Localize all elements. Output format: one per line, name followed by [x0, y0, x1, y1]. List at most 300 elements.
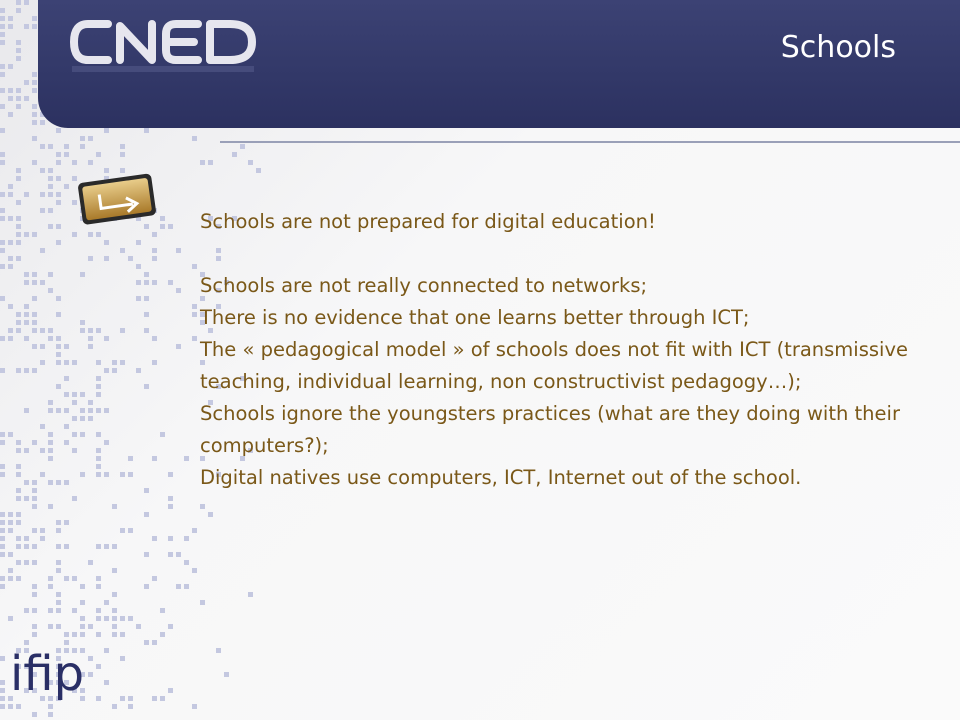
decor-dot [120, 328, 125, 333]
decor-dot [136, 264, 141, 269]
decor-dot [160, 216, 165, 221]
decor-dot [32, 16, 37, 21]
decor-dot [24, 304, 29, 309]
decor-dot [144, 384, 149, 389]
decor-dot [0, 432, 5, 437]
decor-dot [8, 16, 13, 21]
decor-dot [104, 256, 109, 261]
decor-dot [96, 464, 101, 469]
decor-dot [168, 496, 173, 501]
decor-dot [168, 224, 173, 229]
decor-dot [56, 600, 61, 605]
decor-dot [32, 592, 37, 597]
decor-dot [192, 568, 197, 573]
decor-dot [16, 496, 21, 501]
decor-dot [0, 696, 5, 701]
decor-dot [64, 576, 69, 581]
decor-dot [144, 128, 149, 133]
decor-dot [0, 24, 5, 29]
body-line: The « pedagogical model » of schools does not fit with ICT (transmissive teaching, individual learning, non constructivist pedagogy…); [200, 338, 908, 393]
decor-dot [24, 448, 29, 453]
decor-dot [152, 536, 157, 541]
decor-dot [96, 544, 101, 549]
decor-dot [96, 232, 101, 237]
decor-dot [128, 528, 133, 533]
decor-dot [16, 512, 21, 517]
decor-dot [120, 632, 125, 637]
decor-dot [80, 144, 85, 149]
decor-dot [32, 480, 37, 485]
decor-dot [32, 608, 37, 613]
decor-dot [184, 560, 189, 565]
decor-dot [128, 456, 133, 461]
decor-dot [8, 336, 13, 341]
decor-dot [32, 80, 37, 85]
decor-dot [160, 632, 165, 637]
decor-dot [80, 136, 85, 141]
decor-dot [152, 360, 157, 365]
decor-dot [24, 640, 29, 645]
decor-dot [168, 552, 173, 557]
decor-dot [96, 376, 101, 381]
decor-dot [72, 608, 77, 613]
decor-dot [72, 160, 77, 165]
decor-dot [176, 248, 181, 253]
decor-dot [152, 696, 157, 701]
decor-dot [16, 56, 21, 61]
decor-dot [56, 224, 61, 229]
decor-dot [88, 672, 93, 677]
decor-dot [136, 240, 141, 245]
decor-dot [192, 312, 197, 317]
decor-dot [0, 440, 5, 445]
decor-dot [72, 496, 77, 501]
decor-dot [8, 216, 13, 221]
decor-dot [0, 216, 5, 221]
decor-dot [96, 584, 101, 589]
decor-dot [48, 440, 53, 445]
decor-dot [40, 344, 45, 349]
decor-dot [32, 24, 37, 29]
decor-dot [0, 16, 5, 21]
decor-dot [24, 336, 29, 341]
decor-dot [0, 40, 5, 45]
decor-dot [0, 688, 5, 693]
decor-dot [168, 536, 173, 541]
decor-dot [64, 184, 69, 189]
decor-dot [152, 248, 157, 253]
decor-dot [32, 584, 37, 589]
decor-dot [16, 368, 21, 373]
body-line: Digital natives use computers, ICT, Internet out of the school. [200, 466, 802, 489]
decor-dot [24, 608, 29, 613]
decor-dot [56, 360, 61, 365]
decor-dot [40, 472, 45, 477]
decor-dot [24, 80, 29, 85]
decor-dot [40, 536, 45, 541]
decor-dot [8, 304, 13, 309]
decor-dot [136, 296, 141, 301]
cned-logo [68, 12, 268, 76]
decor-dot [72, 448, 77, 453]
decor-dot [16, 704, 21, 709]
body-line: Schools ignore the youngsters practices (what are they doing with their computers?); [200, 402, 900, 457]
decor-dot [24, 24, 29, 29]
decor-dot [56, 152, 61, 157]
decor-dot [56, 128, 61, 133]
decor-dot [64, 632, 69, 637]
decor-dot [16, 224, 21, 229]
decor-dot [24, 320, 29, 325]
decor-dot [40, 280, 45, 285]
decor-dot [80, 416, 85, 421]
decor-dot [8, 112, 13, 117]
decor-dot [48, 624, 53, 629]
decor-dot [8, 88, 13, 93]
decor-dot [48, 336, 53, 341]
decor-dot [0, 584, 5, 589]
decor-dot [24, 0, 29, 5]
decor-dot [160, 608, 165, 613]
decor-dot [152, 336, 157, 341]
decor-dot [96, 408, 101, 413]
decor-dot [184, 456, 189, 461]
decor-dot [40, 360, 45, 365]
decor-dot [32, 112, 37, 117]
slide-body [200, 206, 935, 494]
decor-dot [0, 368, 5, 373]
decor-dot [80, 632, 85, 637]
decor-dot [16, 312, 21, 317]
decor-dot [144, 296, 149, 301]
decor-dot [0, 296, 5, 301]
decor-dot [16, 240, 21, 245]
decor-dot [56, 384, 61, 389]
decor-dot [168, 280, 173, 285]
decor-dot [64, 144, 69, 149]
decor-dot [0, 240, 5, 245]
decor-dot [96, 392, 101, 397]
decor-dot [72, 392, 77, 397]
body-headline: Schools are not prepared for digital education! [200, 210, 656, 233]
body-line: There is no evidence that one learns better through ICT; [200, 306, 750, 329]
decor-dot [24, 560, 29, 565]
decor-dot [144, 640, 149, 645]
decor-dot [48, 288, 53, 293]
decor-dot [120, 472, 125, 477]
decor-dot [24, 480, 29, 485]
decor-dot [56, 560, 61, 565]
decor-dot [112, 616, 117, 621]
decor-dot [40, 248, 45, 253]
decor-dot [112, 632, 117, 637]
decor-dot [48, 432, 53, 437]
decor-dot [0, 208, 5, 213]
decor-dot [64, 360, 69, 365]
decor-dot [80, 616, 85, 621]
decor-dot [80, 472, 85, 477]
decor-dot [176, 552, 181, 557]
decor-dot [88, 160, 93, 165]
decor-dot [144, 584, 149, 589]
decor-dot [0, 128, 5, 133]
decor-dot [104, 240, 109, 245]
decor-dot [176, 584, 181, 589]
decor-dot [0, 248, 5, 253]
decor-dot [8, 552, 13, 557]
decor-dot [152, 576, 157, 581]
decor-dot [0, 576, 5, 581]
decor-dot [128, 696, 133, 701]
header-divider [220, 141, 960, 143]
decor-dot [32, 296, 37, 301]
decor-dot [56, 592, 61, 597]
decor-dot [48, 704, 53, 709]
decor-dot [192, 704, 197, 709]
decor-dot [80, 328, 85, 333]
decor-dot [208, 160, 213, 165]
decor-dot [24, 544, 29, 549]
decor-dot [88, 656, 93, 661]
decor-dot [16, 96, 21, 101]
decor-dot [240, 144, 245, 149]
decor-dot [152, 280, 157, 285]
decor-dot [184, 584, 189, 589]
decor-dot [32, 72, 37, 77]
decor-dot [104, 680, 109, 685]
decor-dot [24, 496, 29, 501]
decor-dot [128, 616, 133, 621]
decor-dot [32, 272, 37, 277]
decor-dot [16, 448, 21, 453]
decor-dot [112, 704, 117, 709]
decor-dot [192, 304, 197, 309]
decor-dot [32, 504, 37, 509]
decor-dot [0, 520, 5, 525]
decor-dot [32, 544, 37, 549]
decor-dot [112, 544, 117, 549]
decor-dot [56, 312, 61, 317]
decor-dot [8, 240, 13, 245]
decor-dot [176, 344, 181, 349]
decor-dot [24, 96, 29, 101]
decor-dot [80, 432, 85, 437]
decor-dot [104, 616, 109, 621]
decor-dot [200, 160, 205, 165]
decor-dot [152, 256, 157, 261]
decor-dot [48, 400, 53, 405]
slide-title: Schools [780, 30, 896, 65]
decor-dot [136, 624, 141, 629]
decor-dot [208, 512, 213, 517]
decor-dot [96, 384, 101, 389]
decor-dot [72, 576, 77, 581]
decor-dot [24, 232, 29, 237]
decor-dot [96, 152, 101, 157]
decor-dot [48, 408, 53, 413]
decor-dot [8, 192, 13, 197]
body-line: Schools are not really connected to networks; [200, 274, 648, 297]
decor-dot [72, 432, 77, 437]
decor-dot [32, 624, 37, 629]
decor-dot [88, 256, 93, 261]
decor-dot [200, 600, 205, 605]
decor-dot [16, 320, 21, 325]
decor-dot [168, 504, 173, 509]
decor-dot [8, 704, 13, 709]
decor-dot [96, 632, 101, 637]
decor-dot [112, 592, 117, 597]
decor-dot [16, 8, 21, 13]
decor-dot [24, 280, 29, 285]
decor-dot [192, 336, 197, 341]
decor-dot [48, 504, 53, 509]
decor-dot [112, 624, 117, 629]
decor-dot [64, 408, 69, 413]
decor-dot [24, 272, 29, 277]
decor-dot [96, 472, 101, 477]
decor-dot [144, 312, 149, 317]
decor-dot [88, 344, 93, 349]
decor-dot [144, 512, 149, 517]
decor-dot [56, 544, 61, 549]
decor-dot [16, 440, 21, 445]
decor-dot [112, 608, 117, 613]
decor-dot [224, 672, 229, 677]
decor-dot [120, 696, 125, 701]
decor-dot [72, 400, 77, 405]
decor-dot [32, 160, 37, 165]
decor-dot [16, 168, 21, 173]
decor-dot [56, 344, 61, 349]
decor-dot [160, 224, 165, 229]
decor-dot [16, 328, 21, 333]
decor-dot [0, 160, 5, 165]
decor-dot [40, 144, 45, 149]
decor-dot [56, 608, 61, 613]
decor-dot [168, 472, 173, 477]
decor-dot [88, 408, 93, 413]
decor-dot [120, 152, 125, 157]
decor-dot [104, 472, 109, 477]
decor-dot [16, 520, 21, 525]
decor-dot [56, 568, 61, 573]
decor-dot [32, 528, 37, 533]
decor-dot [48, 608, 53, 613]
decor-dot [160, 432, 165, 437]
decor-dot [8, 328, 13, 333]
decor-dot [64, 392, 69, 397]
decor-dot [32, 344, 37, 349]
decor-dot [104, 128, 109, 133]
decor-dot [16, 576, 21, 581]
decor-dot [40, 192, 45, 197]
decor-dot [144, 272, 149, 277]
decor-dot [0, 544, 5, 549]
decor-dot [120, 528, 125, 533]
decor-dot [0, 704, 5, 709]
decor-dot [96, 448, 101, 453]
decor-dot [48, 576, 53, 581]
decor-dot [32, 120, 37, 125]
decor-dot [16, 200, 21, 205]
decor-dot [72, 360, 77, 365]
decor-dot [168, 688, 173, 693]
decor-dot [64, 344, 69, 349]
decor-dot [64, 640, 69, 645]
decor-dot [72, 632, 77, 637]
decor-dot [0, 264, 5, 269]
decor-dot [56, 624, 61, 629]
decor-dot [0, 512, 5, 517]
decor-dot [8, 568, 13, 573]
decor-dot [0, 552, 5, 557]
decor-dot [200, 504, 205, 509]
decor-dot [0, 656, 5, 661]
decor-dot [0, 32, 5, 37]
decor-dot [8, 512, 13, 517]
decor-dot [0, 536, 5, 541]
decor-dot [144, 552, 149, 557]
decor-dot [16, 256, 21, 261]
decor-dot [40, 424, 45, 429]
decor-dot [136, 368, 141, 373]
decor-dot [32, 632, 37, 637]
decor-dot [0, 88, 5, 93]
decor-dot [48, 168, 53, 173]
decor-dot [80, 272, 85, 277]
decor-dot [64, 544, 69, 549]
decor-dot [48, 184, 53, 189]
decor-dot [64, 376, 69, 381]
decor-dot [32, 488, 37, 493]
decor-dot [48, 448, 53, 453]
decor-dot [32, 312, 37, 317]
decor-dot [8, 528, 13, 533]
decor-dot [24, 536, 29, 541]
decor-dot [136, 280, 141, 285]
decor-dot [88, 136, 93, 141]
decor-dot [128, 472, 133, 477]
decor-dot [48, 456, 53, 461]
decor-dot [8, 24, 13, 29]
decor-dot [0, 528, 5, 533]
decor-dot [64, 440, 69, 445]
decor-dot [88, 328, 93, 333]
decor-dot [112, 360, 117, 365]
decor-dot [96, 608, 101, 613]
decor-dot [64, 520, 69, 525]
decor-dot [88, 400, 93, 405]
decor-dot [48, 272, 53, 277]
decor-dot [56, 408, 61, 413]
decor-dot [104, 336, 109, 341]
decor-dot [144, 280, 149, 285]
decor-dot [104, 648, 109, 653]
decor-dot [48, 712, 53, 717]
decor-dot [16, 464, 21, 469]
decor-dot [64, 152, 69, 157]
decor-dot [96, 696, 101, 701]
decor-dot [24, 312, 29, 317]
decor-dot [0, 680, 5, 685]
decor-dot [120, 144, 125, 149]
arrow-icon [76, 172, 160, 226]
decor-dot [96, 616, 101, 621]
decor-dot [0, 472, 5, 477]
decor-dot [128, 704, 133, 709]
decor-dot [184, 536, 189, 541]
